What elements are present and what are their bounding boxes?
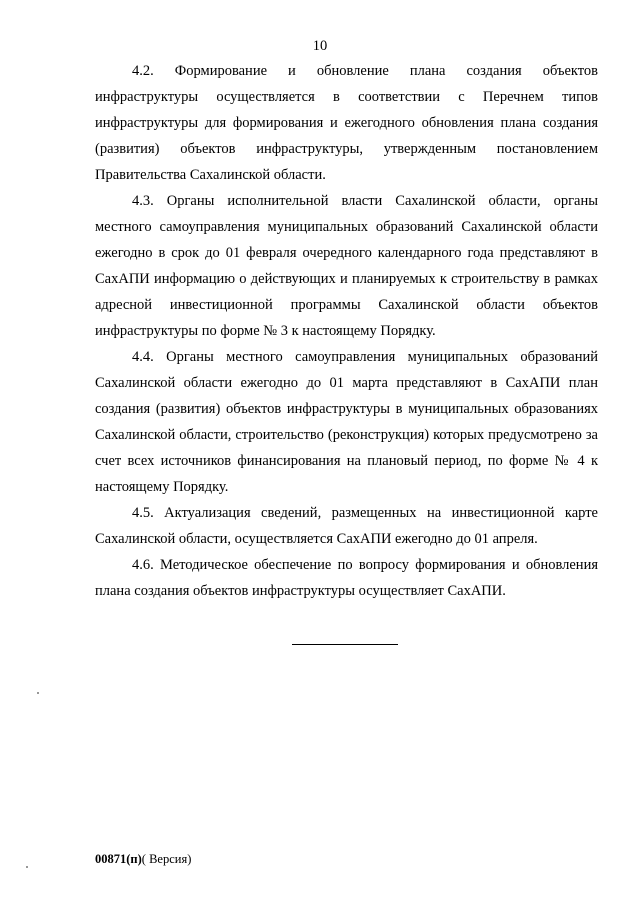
footer-version-label: ( Версия) bbox=[141, 852, 192, 866]
footer-code-number: 00871(п) bbox=[95, 852, 142, 866]
paragraph-4-6: 4.6. Методическое обеспечение по вопросу формирования и обновления плана создания объектов инфраструктуры осуществляет СахАПИ. bbox=[95, 557, 598, 599]
paragraph-4-3: 4.3. Органы исполнительной власти Сахалинской области, органы местного самоуправления муниципальных образований Сахалинской области ежегодно в срок до 01 февраля очередного календарного года представляют в СахАПИ информацию о действующих и планируемых к строительству в рамках адресной инвестиционной программы Сахалинской области объектов инфраструктуры по форме № 3 к настоящему Порядку. bbox=[95, 193, 598, 339]
paragraph-4-4: 4.4. Органы местного самоуправления муниципальных образований Сахалинской области ежегодно до 01 марта представляют в СахАПИ план создания (развития) объектов инфраструктуры в муниципальных образованиях Сахалинской области, строительство (реконструкция) которых предусмотрено за счет всех источников финансирования на плановый период, по форме № 4 к настоящему Порядку. bbox=[95, 349, 598, 495]
scan-speck bbox=[37, 692, 39, 694]
paragraph-4-5: 4.5. Актуализация сведений, размещенных на инвестиционной карте Сахалинской области, осуществляется СахАПИ ежегодно до 01 апреля. bbox=[95, 505, 598, 547]
end-divider-line bbox=[292, 644, 398, 645]
document-footer-code bbox=[95, 851, 191, 867]
scan-speck bbox=[26, 866, 28, 868]
page-number: 10 bbox=[312, 38, 328, 54]
paragraph-4-2: 4.2. Формирование и обновление плана создания объектов инфраструктуры осуществляется в соответствии с Перечнем типов инфраструктуры для формирования и ежегодного обновления плана создания (развития) объектов инфраструктуры, утвержденным постановлением Правительства Сахалинской области. bbox=[95, 63, 598, 183]
document-body bbox=[95, 58, 598, 604]
